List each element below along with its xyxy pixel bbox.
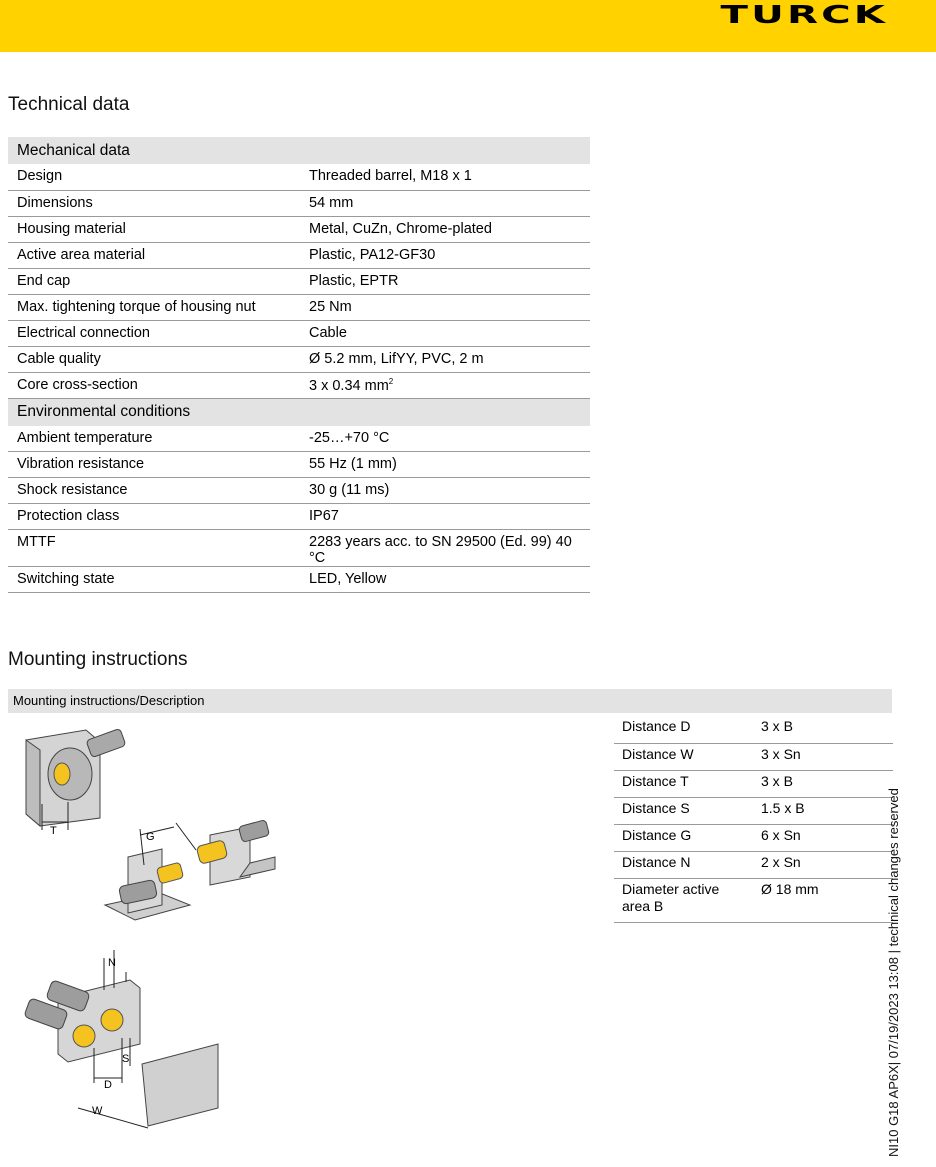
group-title: Mechanical data [8, 137, 590, 164]
spec-value [300, 242, 590, 268]
label-n: N [108, 957, 116, 969]
spec-value-text: 25 Nm [309, 298, 352, 315]
distance-row [614, 716, 893, 743]
distance-table [614, 716, 893, 923]
spec-value [300, 452, 590, 478]
spec-value-text: 30 g (11 ms) [309, 482, 390, 498]
mounting-description-bar: Mounting instructions/Description [8, 689, 892, 713]
spec-value [300, 346, 590, 372]
distance-label: Distance T [614, 770, 753, 797]
spec-value-text: 2283 years acc. to SN 29500 (Ed. 99) 40 °C [309, 534, 572, 566]
spec-row [8, 346, 590, 372]
spec-value [300, 190, 590, 216]
group-title: Environmental conditions [8, 398, 590, 426]
header-bar [0, 0, 936, 52]
distance-row [614, 851, 893, 878]
spec-value-text: 54 mm [309, 194, 354, 211]
label-w: W [92, 1105, 103, 1117]
distance-label: Distance D [614, 716, 753, 743]
spec-label: End cap [8, 268, 300, 294]
spec-value-text: Metal, CuZn, Chrome-plated [309, 220, 492, 237]
distance-row [614, 824, 893, 851]
group-header [8, 398, 590, 426]
spec-value [300, 372, 590, 398]
distance-value: Ø 18 mm [753, 878, 893, 922]
spec-value-text: Plastic, EPTR [309, 272, 399, 289]
spec-value-text: LED, Yellow [309, 571, 387, 587]
spec-value [300, 268, 590, 294]
spec-value [300, 164, 590, 190]
distance-value: 1.5 x B [753, 797, 893, 824]
spec-row [8, 164, 590, 190]
spec-row [8, 242, 590, 268]
spec-label: Protection class [8, 504, 300, 530]
spec-row [8, 504, 590, 530]
spec-value [300, 504, 590, 530]
spec-label: Active area material [8, 242, 300, 268]
distance-row [614, 797, 893, 824]
opposite-mount-diagram [100, 805, 285, 935]
spec-label: Housing material [8, 216, 300, 242]
spec-value-text: Plastic, PA12-GF30 [309, 246, 436, 263]
spec-value [300, 478, 590, 504]
spec-value-text: Threaded barrel, M18 x 1 [309, 168, 472, 184]
spec-label: Design [8, 164, 300, 190]
label-d: D [104, 1079, 112, 1091]
spec-value-superscript: 2 [388, 376, 394, 386]
distance-label: Distance N [614, 851, 753, 878]
spec-label: Electrical connection [8, 320, 300, 346]
spec-label: Ambient temperature [8, 426, 300, 452]
footer-side-note: NI10 G18 AP6X| 07/19/2023 13:08 | technical changes reserved [886, 788, 901, 1157]
mounting-instructions-title: Mounting instructions [8, 649, 188, 670]
spec-row [8, 530, 590, 567]
spec-value [300, 567, 590, 593]
spec-row [8, 426, 590, 452]
spec-value-text: -25…+70 °C [309, 429, 390, 446]
distance-label: Diameter active area B [614, 878, 753, 922]
spec-value-text: Ø 5.2 mm, LifYY, PVC, 2 m [309, 350, 484, 367]
side-by-side-mount-diagram [18, 948, 228, 1133]
distance-row [614, 770, 893, 797]
spec-value [300, 530, 590, 567]
spec-value [300, 426, 590, 452]
distance-value: 2 x Sn [753, 851, 893, 878]
spec-row [8, 452, 590, 478]
label-t: T [50, 825, 57, 837]
distance-row [614, 878, 893, 922]
spec-row [8, 216, 590, 242]
distance-label: Distance S [614, 797, 753, 824]
distance-label: Distance W [614, 743, 753, 770]
spec-label: Core cross-section [8, 372, 300, 398]
spec-row [8, 478, 590, 504]
spec-label: MTTF [8, 530, 300, 567]
spec-label: Cable quality [8, 346, 300, 372]
spec-row [8, 294, 590, 320]
spec-row [8, 567, 590, 593]
spec-value-text: 55 Hz (1 mm) [309, 456, 397, 472]
spec-label: Switching state [8, 567, 300, 593]
spec-label: Max. tightening torque of housing nut [8, 294, 300, 320]
label-g: G [146, 831, 155, 843]
spec-value-text: 3 x 0.34 mm [309, 377, 389, 394]
spec-value-text: Cable [309, 324, 347, 341]
group-header [8, 137, 590, 164]
spec-row [8, 372, 590, 398]
technical-data-table [8, 137, 590, 593]
spec-row [8, 268, 590, 294]
spec-value-text: IP67 [309, 508, 339, 524]
spec-value [300, 216, 590, 242]
spec-value [300, 320, 590, 346]
distance-row [614, 743, 893, 770]
label-s: S [122, 1053, 130, 1065]
spec-label: Shock resistance [8, 478, 300, 504]
spec-label: Dimensions [8, 190, 300, 216]
distance-value: 6 x Sn [753, 824, 893, 851]
distance-value: 3 x B [753, 716, 893, 743]
spec-value [300, 294, 590, 320]
spec-row [8, 190, 590, 216]
distance-label: Distance G [614, 824, 753, 851]
distance-value: 3 x Sn [753, 743, 893, 770]
spec-row [8, 320, 590, 346]
technical-data-title: Technical data [8, 94, 130, 115]
distance-value: 3 x B [753, 770, 893, 797]
turck-logo: TURCK [720, 1, 888, 30]
spec-label: Vibration resistance [8, 452, 300, 478]
